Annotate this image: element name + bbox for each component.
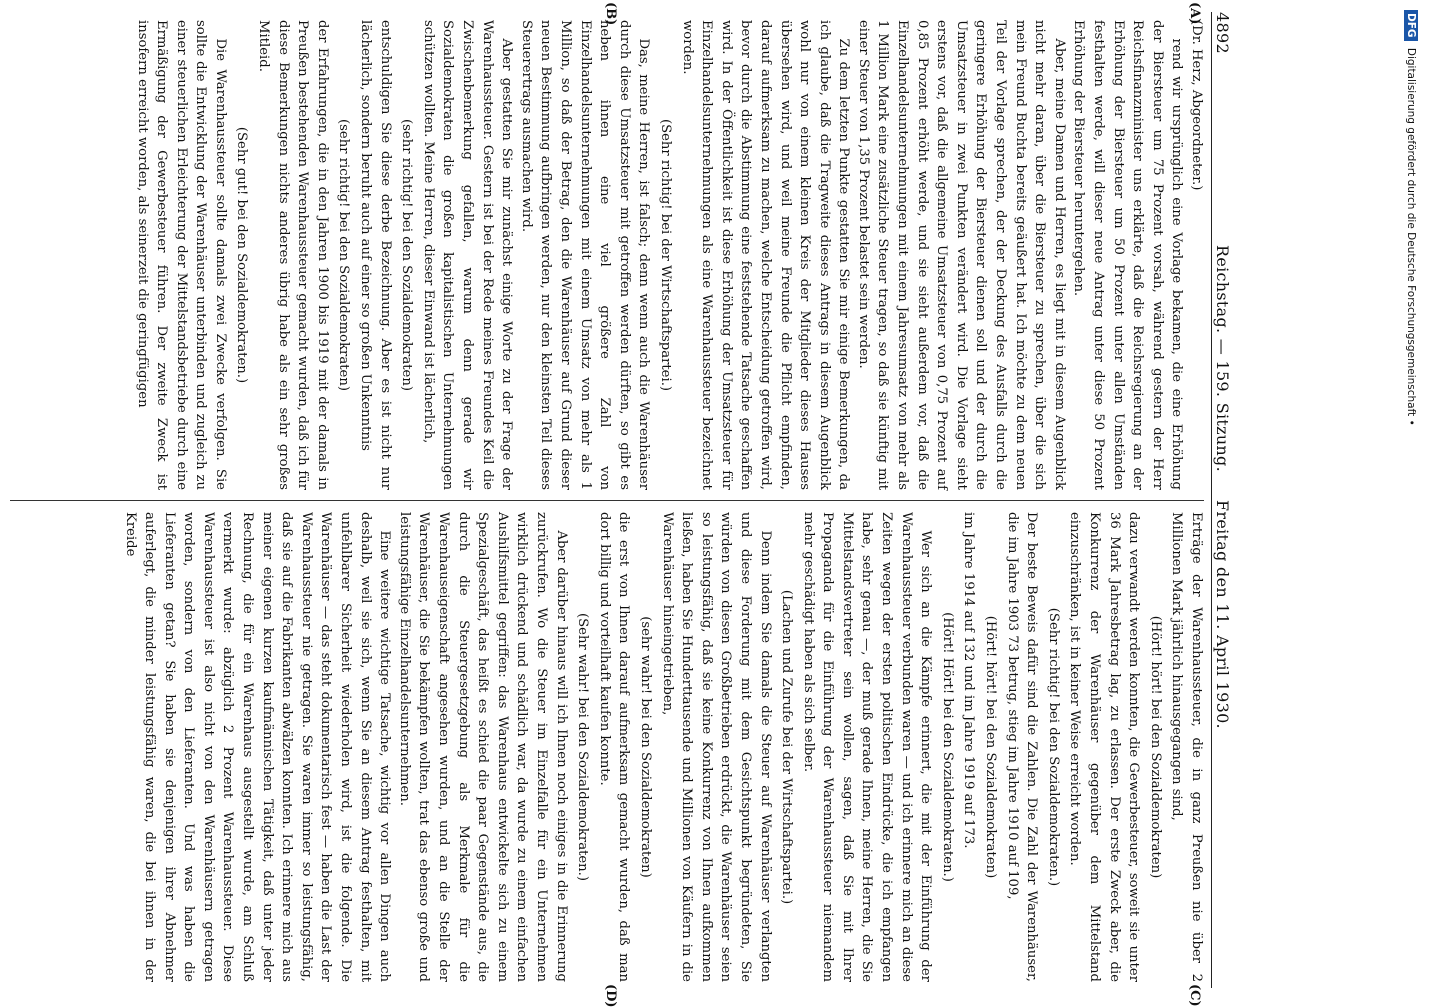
margin-marker-a: (A): [1187, 2, 1202, 25]
margin-marker-d: (D): [603, 984, 618, 1008]
interjection: (Sehr richtig! bei der Wirtschaftspartei.): [657, 118, 673, 392]
paragraph-continuation: der Erfahrungen, die in den Jahren 1900 bis 1919 mit der damals in Preußen bestehenden Warenhaussteuer gemacht wurden, daß ich für diese Bemerkungen nichts anderes übrig habe als ein sehr großes Mitleid.: [256, 20, 330, 490]
paragraph: Wer sich an die Kämpfe erinnert, die mit der Einführung der Warenhaussteuer verbunden waren — und ich erinnere mich an diese Zeiten wegen der ersten politischen Eindrücke, die ich empfangen habe, sehr genau —, der muß gerade Ihnen, meine Herren, die Sie Mittelstandsvertreter sein wollen, sagen, daß Sie mit Ihrer Propaganda für die Einführung der Warenhaussteuer niemandem mehr geschädigt haben als sich selber.: [800, 512, 934, 982]
left-column: [132, 20, 1206, 490]
interjection: (sehr richtig! bei den Sozialdemokraten): [399, 119, 415, 391]
paragraph-continuation: im Jahre 1914 auf 132 und im Jahre 1919 auf 173.: [961, 512, 977, 849]
margin-marker-c: (C): [1187, 984, 1202, 1007]
paragraph: Aber darüber hinaus will ich Ihnen noch einiges in die Erinnerung zurückrufen. Wo die Steuer im Einzelfalle für ein Unternehmen wirklich drückend und schädlich war, da wurde zu einem einfachen Aushilfsmittel gegriffen: das Warenhaus entwickelte sich zu einem Spezialgeschäft, das heißt es schied die paar Gegenstände aus, die durch die Steuergesetzgebung als Merkmale für die Warenhauseigenschaft angesehen wurden, und an die Stelle der Warenhäuser, die Sie bekämpfen wollten, trat das ebenso große und leistungsfähige Einzelhandelsunternehmen.: [396, 512, 569, 982]
interjection: (Hört! hört! bei den Sozialdemokraten): [1147, 615, 1163, 879]
page-number: 4892: [1213, 12, 1232, 54]
right-column: [120, 512, 1206, 982]
interjection: (Hört! Hört! bei den Sozialdemokraten.): [939, 612, 955, 882]
paragraph: Aber gestatten Sie mir zunächst einige Worte zu der Frage der Warenhaussteuer. Gestern ist bei der Rede meines Freundes Keil die Zwischenbemerkung gefallen, warum denn gerade wir Sozialdemokraten die großen kapitalistischen Unternehmungen schützen wollten. Meine Herren, dieser Einwand ist lächerlich,: [420, 20, 515, 490]
interjection: (sehr richtig! bei den Sozialdemokraten): [336, 119, 352, 391]
paragraph: Eine weitere wichtige Tatsache, wichtig vor allen Dingen auch deshalb, weil sie sich, wenn Sie an diesem Antrag festhalten, mit unfehlbarer Sicherheit wiederholen wird, ist die folgende. Die Warenhäuser — das steht dokumentarisch fest — haben die Last der Warenhaussteuer nie getragen. Sie waren immer so leistungsfähig, daß sie auf die Fabrikanten abwälzen konnten. Ich erinnere mich aus meiner eigenen kurzen kaufmännischen Tätigkeit, daß unter jeder Rechnung, die für ein Warenhaus ausgestellt wurde, am Schluß vermerkt wurde: abzüglich 2 Prozent Warenhaussteuer. Diese Warenhaussteuer ist also nicht von den Warenhäusern getragen worden, sondern von den Lieferanten. Und was haben die Lieferanten getan? Sie haben sie denjenigen ihrer Abnehmer auferlegt, die minder leistungsfähig waren, die bei ihnen in der Kreide: [122, 512, 393, 982]
interjection: (Sehr wahr! bei den Sozialdemokraten.): [575, 613, 591, 881]
dfg-logo: DFG: [1404, 10, 1418, 41]
running-head-left: Reichstag. — 159. Sitzung.: [1213, 245, 1232, 472]
running-head-right: Freitag den 11. April 1930.: [1213, 500, 1232, 729]
interjection: (Sehr gut! bei den Sozialdemokraten.): [234, 126, 250, 384]
paragraph: Die Warenhaussteuer sollte damals zwei Zwecke verfolgen. Sie sollte die Entwicklung der Warenhäuser unterbinden und zugleich zu einer steuerlichen Erleichterung der Mittelstandsbetriebe durch eine Ermäßigung der Gewerbesteuer führen. Der zweite Zweck ist insofern erreicht worden, als seinerzeit die geringfügigen: [134, 20, 228, 490]
interjection: (Lachen und Zurufe bei der Wirtschaftspartei.): [779, 589, 795, 905]
interjection: (Sehr richtig! bei den Sozialdemokraten.): [1045, 607, 1061, 887]
paragraph-continuation: die erst von Ihnen darauf aufmerksam gemacht wurden, daß man dort billig und vorteilhaft kaufen konnte.: [596, 512, 632, 982]
paragraph: Denn indem Sie damals die Steuer auf Warenhäuser verlangten und diese Forderung mit dem Gesichtspunkt begründeten, Sie würden von diesen Großbetrieben erdrückt, die Warenhäuser seien so leistungsfähig, daß sie keine Konkurrenz von Ihnen aufkommen ließen, haben Sie Hunderttausende und Millionen von Käufern in die Warenhäuser hineingetrieben,: [659, 512, 773, 982]
paragraph-continuation: Der beste Beweis dafür sind die Zahlen. Die Zahl der Warenhäuser, die im Jahre 1903 73 betrug, stieg im Jahre 1910 auf 109,: [1004, 512, 1040, 982]
paragraph: Zu dem letzten Punkte gestatten Sie mir einige Bemerkungen, da ich glaube, daß die Tragweite dieses Antrags in diesem Augenblick wohl nur von einem kleinen Kreis der Mitglieder dieses Hauses übersehen wird, und weil meine Freunde die Pflicht empfinden, darauf aufmerksam zu machen, welche Entscheidung getroffen wird, bevor durch die Abstimmung eine feststehende Tatsache geschaffen wird. In der Öffentlichkeit ist diese Erhöhung der Umsatzsteuer für Einzelhandelsunternehmungen als eine Warenhaussteuer bezeichnet worden.: [679, 20, 852, 490]
paragraph: Das, meine Herren, ist falsch; denn wenn auch die Warenhäuser durch diese Umsatzsteuer mit getroffen werden dürften, so gibt es neben ihnen eine viel größere Zahl von Einzelhandelsunternehmungen mit einem Umsatz von mehr als 1 Million, so daß der Betrag, den die Warenhäuser auf Grund dieser neuen Bestimmung aufbringen werden, nur den kleinsten Teil dieses Steuerertrags ausmachen wird.: [518, 20, 652, 490]
digitization-credit: [1400, 10, 1422, 990]
speaker-note: (Dr. Herz, Abgeordneter.): [1189, 20, 1204, 191]
column-divider: [10, 500, 1204, 501]
digitization-credit-text: Digitalisierung gefördert durch die Deutsche Forschungsgemeinschaft •: [1405, 47, 1417, 426]
interjection: (Hört! hört! bei den Sozialdemokraten): [983, 615, 999, 879]
interjection: (sehr wahr! bei den Sozialdemokraten): [637, 616, 653, 878]
paragraph-continuation: entschuldigen Sie diese derbe Bezeichnung. Aber es ist nicht nur lächerlich, sondern beruht auch auf einer so großen Unkenntnis: [358, 20, 393, 490]
margin-marker-b: (B): [603, 2, 618, 26]
paragraph-continuation: dazu verwandt werden konnten, die Gewerbesteuer, soweit sie unter 36 Mark Jahresbetrag lag, zu erlassen. Der erste Zweck aber, die Konkurrenz der Warenhäuser gegenüber dem Mittelstand einzuschränken, ist in keiner Weise erreicht worden.: [1067, 512, 1142, 982]
paragraph: Aber, meine Damen und Herren, es liegt mit in diesem Augenblick nicht mehr daran, über die Biersteuer zu sprechen, über die sich mein Freund Buchta bereits geäußert hat. Ich möchte zu dem neuen Teil der Vorlage sprechen, der der Deckung des Ausfalls durch die geringere Erhöhung der Biersteuer dienen soll und der durch die Umsatzsteuer in zwei Punkten verändert wird. Die Vorlage sieht erstens vor, daß die allgemeine Umsatzsteuer von 0,75 Prozent auf 0,85 Prozent erhöht werde, und sie sieht außerdem vor, daß die Einzelhandelsunternehmungen mit einem Jahresumsatz von mehr als 1 Million Mark eine zusätzliche Steuer tragen, so daß sie künftig mit einer Steuer von 1,35 Prozent belastet sein werden.: [855, 20, 1067, 490]
paragraph: rend wir ursprünglich eine Vorlage bekamen, die eine Erhöhung der Biersteuer um 75 Prozent vorsah, während gestern der Herr Reichsfinanzminister uns erklärte, daß die Reichsregierung an der Erhöhung der Biersteuer um 50 Prozent unter allen Umständen festhalten werde, will dieser neue Antrag unter diese 50 Prozent Erhöhung der Biersteuer heruntergehen.: [1071, 20, 1185, 490]
header-rule: [1211, 12, 1212, 988]
paragraph-continuation: Erträge der Warenhaussteuer, die in ganz Preußen nie über 2 Millionen Mark jährlich hinausgegangen sind,: [1169, 512, 1204, 982]
